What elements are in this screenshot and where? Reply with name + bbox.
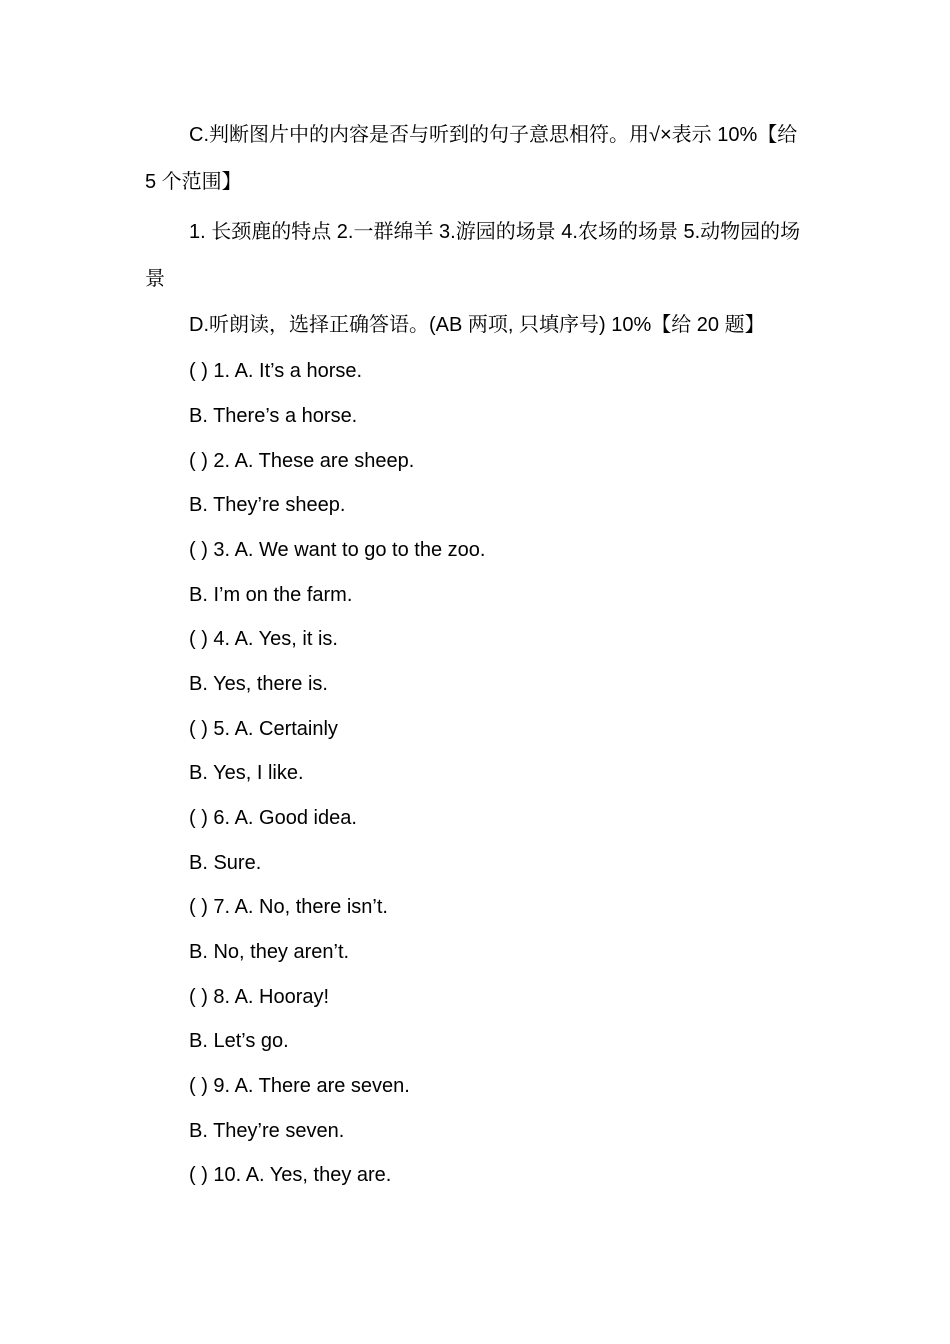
question-8-option-a: ( ) 8. A. Hooray! [189,986,330,1008]
question-6-option-b: B. Sure. [189,852,262,874]
section-c-topics: 1. 长颈鹿的特点 2.一群绵羊 3.游园的场景 4.农场的场景 5.动物园的场景 [145,221,801,290]
question-9-option-a: ( ) 9. A. There are seven. [189,1075,410,1097]
question-4-option-b: B. Yes, there is. [189,673,328,695]
question-3-option-a: ( ) 3. A. We want to go to the zoo. [189,539,486,561]
question-9-option-b: B. They’re seven. [189,1120,345,1142]
question-6-option-a: ( ) 6. A. Good idea. [189,807,357,829]
question-5-option-b: B. Yes, I like. [189,762,304,784]
section-d-heading: D.听朗读，选择正确答语。(AB 两项, 只填序号) 10%【给 20 题】 [189,314,765,336]
question-2-option-a: ( ) 2. A. These are sheep. [189,450,415,472]
question-7-option-b: B. No, they aren’t. [189,941,350,963]
section-c-heading: C.判断图片中的内容是否与听到的句子意思相符。用√×表示 10%【给 5 个范围】 [145,124,798,193]
question-7-option-a: ( ) 7. A. No, there isn’t. [189,896,388,918]
question-1-option-a: ( ) 1. A. It’s a horse. [189,360,363,382]
question-2-option-b: B. They’re sheep. [189,494,346,516]
question-3-option-b: B. I’m on the farm. [189,584,353,606]
question-8-option-b: B. Let’s go. [189,1030,289,1052]
question-10-option-a: ( ) 10. A. Yes, they are. [189,1164,392,1186]
question-1-option-b: B. There’s a horse. [189,405,358,427]
question-5-option-a: ( ) 5. A. Certainly [189,718,338,740]
question-4-option-a: ( ) 4. A. Yes, it is. [189,628,338,650]
